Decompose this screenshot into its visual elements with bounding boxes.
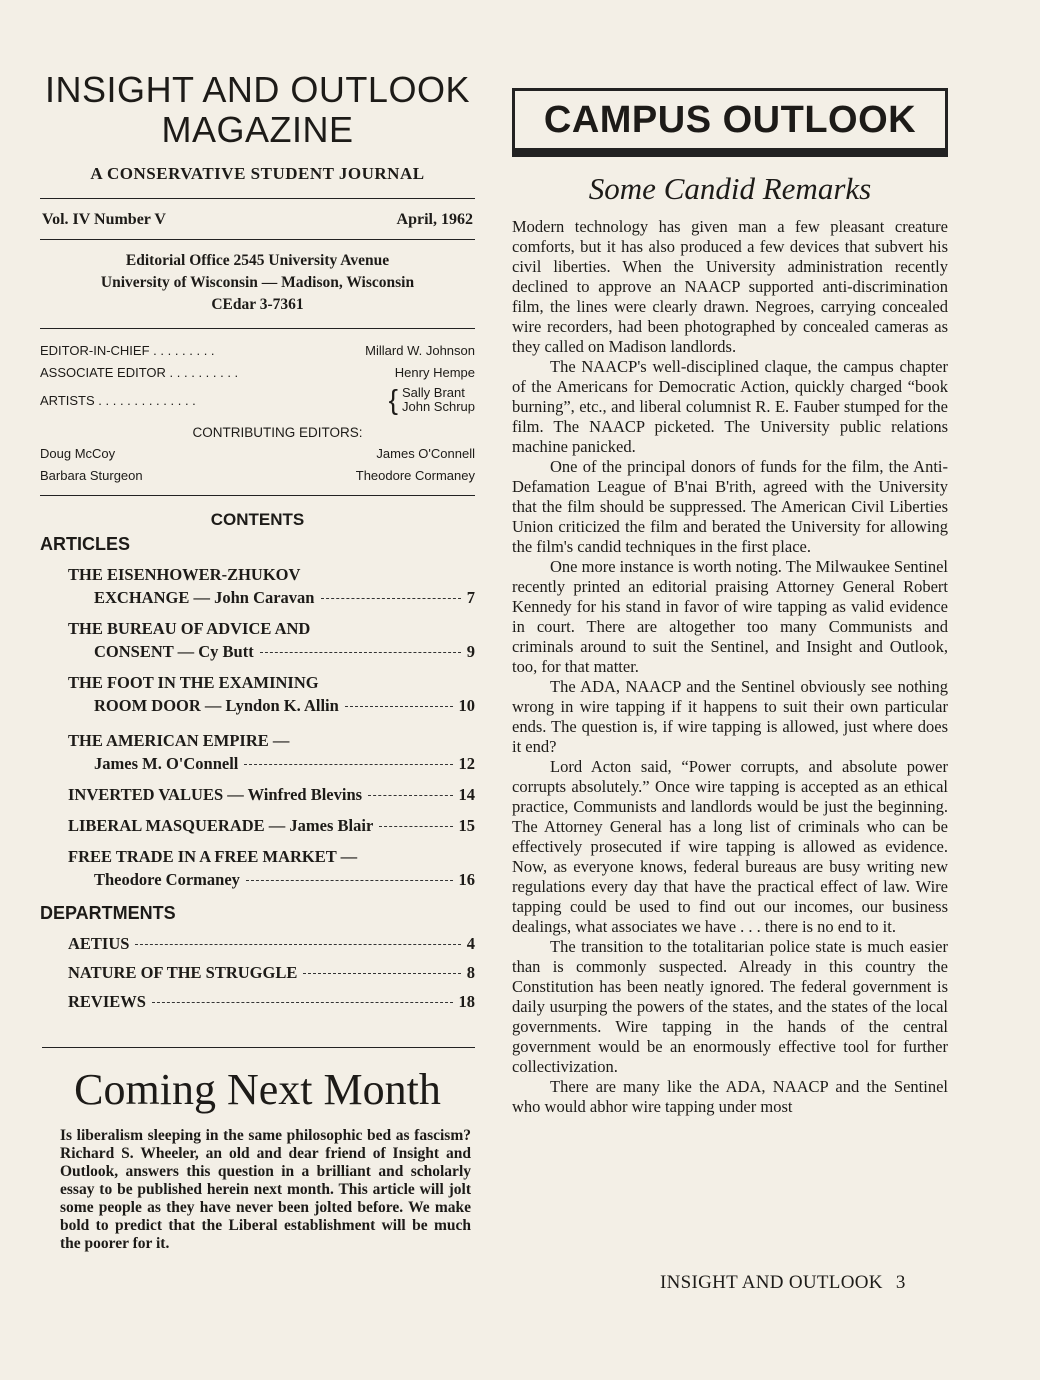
leader-dashes: [345, 706, 453, 707]
staff-row-artists: [40, 383, 475, 417]
leader-dashes: [260, 652, 461, 653]
toc-entry-line: [68, 640, 475, 663]
contributing-editors-heading: CONTRIBUTING EDITORS:: [192, 425, 363, 440]
contributor-name: Barbara Sturgeon: [40, 468, 143, 483]
masthead-title-line2: MAGAZINE: [161, 109, 354, 150]
dept-title: AETIUS: [68, 934, 130, 953]
contributing-editors: [40, 446, 475, 495]
leader-dashes: [379, 826, 452, 827]
toc-article[interactable]: [68, 563, 475, 609]
toc-department[interactable]: [68, 961, 475, 984]
toc-entry-line: [68, 868, 475, 891]
toc-title-line: James M. O'Connell: [94, 754, 239, 773]
footer-page-number: 3: [895, 1272, 906, 1293]
footer-publication: INSIGHT AND OUTLOOK: [660, 1272, 883, 1293]
leader-dashes: [303, 973, 460, 974]
dept-title: NATURE OF THE STRUGGLE: [68, 963, 298, 982]
toc-page-number: 9: [466, 642, 475, 661]
article-paragraph: There are many like the ADA, NAACP and the Sentinel who would abhor wire tapping under most: [512, 1077, 948, 1116]
staff-label: EDITOR-IN-CHIEF . . . . . . . . .: [40, 342, 215, 358]
contributor-name: Doug McCoy: [40, 446, 116, 461]
toc-article[interactable]: [68, 845, 475, 891]
artist-names: [389, 386, 475, 414]
toc-title-line: THE EISENHOWER-ZHUKOV: [68, 565, 301, 584]
toc-article[interactable]: [68, 671, 475, 717]
toc-title-line: Theodore Cormaney: [94, 870, 240, 889]
right-column: [512, 88, 948, 1117]
leader-dashes: [135, 944, 460, 945]
toc-page-number: 4: [466, 934, 475, 953]
toc-entry-line: [68, 814, 475, 837]
editorial-office: [40, 240, 475, 328]
divider: [40, 495, 475, 496]
staff-name: Millard W. Johnson: [365, 342, 475, 358]
volume-row: [40, 199, 475, 239]
office-address: Editorial Office 2545 University Avenue: [125, 252, 390, 269]
campus-outlook-banner: CAMPUS OUTLOOK: [512, 88, 948, 157]
toc-page-number: 8: [466, 963, 475, 982]
leader-dashes: [152, 1002, 453, 1003]
toc-article[interactable]: [68, 617, 475, 663]
staff-row-editor: [40, 339, 475, 361]
coming-next-month-heading: Coming Next Month: [74, 1065, 441, 1114]
toc-page-number: 16: [458, 870, 475, 889]
toc-page-number: 10: [458, 696, 475, 715]
leader-dashes: [321, 598, 461, 599]
leader-dashes: [368, 795, 452, 796]
staff-label: ASSOCIATE EDITOR . . . . . . . . . .: [40, 364, 239, 380]
toc-page-number: 15: [458, 816, 475, 835]
toc-article[interactable]: [68, 814, 475, 837]
contributor-name: Theodore Cormaney: [355, 468, 475, 483]
article-paragraph: One more instance is worth noting. The Milwaukee Sentinel recently printed an editorial praising Attorney General Robert Kennedy for his stand in favor of wire tapping as valid evidence in court. There are altogether too many Communists and criminals around to suit the Sentinel, and Insight and Outlook, too, for that matter.: [512, 557, 948, 676]
articles-list: [40, 563, 475, 891]
articles-heading: ARTICLES: [40, 534, 130, 554]
staff-row-associate: [40, 361, 475, 383]
issue-date: April, 1962: [396, 211, 473, 228]
toc-page-number: 18: [458, 992, 475, 1011]
masthead-title-line1: INSIGHT AND OUTLOOK: [45, 69, 470, 110]
toc-page-number: 14: [458, 785, 475, 804]
article-paragraph: Modern technology has given man a few pleasant creature comforts, but it has also produced a few devices that subvert his civil liberties. When the University administration recently declined to approve an NAACP supported anti-discrimination film, the lines were clearly drawn. Negroes, carrying concealed wire recorders, had been photographed by concealed cameras as they called on Madison landlords.: [512, 217, 948, 356]
artist-name: John Schrup: [402, 399, 475, 414]
leader-dashes: [244, 764, 452, 765]
office-university: University of Wisconsin — Madison, Wisconsin: [100, 274, 415, 291]
office-phone: CEdar 3-7361: [211, 296, 304, 313]
toc-title-line: INVERTED VALUES — Winfred Blevins: [68, 785, 363, 804]
left-column: [40, 70, 475, 1253]
masthead-title: [40, 70, 475, 150]
toc-page-number: 7: [466, 588, 475, 607]
toc-article[interactable]: [68, 783, 475, 806]
article-paragraph: The transition to the totalitarian police state is much easier than is commonly suspected. Already in this country the Constitution has been neatly ignored. The federal government is daily usurping the powers of the states, and the states of the local governments. Wire tapping in the hands of the central government would be an enormously effective tool for further collectivization.: [512, 937, 948, 1076]
artist-name: Sally Brant: [402, 385, 465, 400]
toc-department[interactable]: [68, 990, 475, 1013]
masthead-subtitle: A CONSERVATIVE STUDENT JOURNAL: [90, 164, 425, 183]
toc-department[interactable]: [68, 932, 475, 955]
toc-title-line: THE BUREAU OF ADVICE AND: [68, 619, 311, 638]
leader-dashes: [246, 880, 453, 881]
toc-article[interactable]: [68, 729, 475, 775]
article-paragraph: Lord Acton said, “Power corrupts, and absolute power corrupts absolutely.” Once wire tapping is accepted as an ethical practice, Communists and landlords would be just the beginning. The Attorney General has a long list of criminals who can be effectively prosecuted if wire tapping is allowed as evidence. Now, as everyone knows, federal bureaus are busy writing new regulations every day that have the practical effect of law. Wire tapping could be used to find out our incomes, our business dealings, what associates we have . . . there is no end to it.: [512, 757, 948, 936]
toc-entry-line: [68, 783, 475, 806]
article-heading: Some Candid Remarks: [588, 171, 872, 206]
toc-entry-line: [68, 694, 475, 717]
article-paragraph: The NAACP's well-disciplined claque, the campus chapter of the Americans for Democratic Action, quickly charged “book burning”, etc., and liberal columnist R. E. Fauber stumped for the film. The NAACP picketed. The University public relations machine panicked.: [512, 357, 948, 456]
divider: [42, 1047, 475, 1048]
article-paragraph: The ADA, NAACP and the Sentinel obviously see nothing wrong in wire tapping if it happens to suit their own particular ends. The question is, if wire tapping is allowed, just where does it end?: [512, 677, 948, 756]
page-footer: [660, 1272, 906, 1294]
coming-next-month-body: Is liberalism sleeping in the same philosophic bed as fascism? Richard S. Wheeler, an old and dear friend of Insight and Outlook, answers this question in a brilliant and scholarly essay to be published herein next month. This article will jolt some people as they have never been jolted before. We make bold to predict that the Liberal establishment will be much the poorer for it.: [60, 1127, 471, 1252]
toc-title-line: CONSENT — Cy Butt: [94, 642, 254, 661]
staff-name: Henry Hempe: [394, 364, 475, 380]
toc-title-line: EXCHANGE — John Caravan: [94, 588, 315, 607]
dept-title: REVIEWS: [68, 992, 146, 1011]
toc-title-line: ROOM DOOR — Lyndon K. Allin: [94, 696, 339, 715]
toc-entry-line: [68, 752, 475, 775]
toc-title-line: THE FOOT IN THE EXAMINING: [68, 673, 319, 692]
departments-heading: DEPARTMENTS: [40, 903, 176, 923]
toc-title-line: FREE TRADE IN A FREE MARKET —: [68, 847, 358, 866]
staff-label: ARTISTS . . . . . . . . . . . . . .: [40, 392, 196, 408]
toc-page-number: 12: [458, 754, 475, 773]
divider: [40, 328, 475, 329]
toc-title-line: THE AMERICAN EMPIRE —: [68, 731, 290, 750]
contents-heading: CONTENTS: [210, 510, 305, 529]
staff-list: [40, 339, 475, 417]
volume-number: Vol. IV Number V: [42, 211, 166, 228]
contributor-name: James O'Connell: [376, 446, 475, 461]
toc-entry-line: [68, 586, 475, 609]
artist-stack: [402, 386, 475, 414]
brace-glyph: {: [388, 384, 398, 415]
article-paragraph: One of the principal donors of funds for the film, the Anti-Defamation League of B'nai B'rith, agreed with the University that the film should be suppressed. The American Civil Liberties Union criticized the film and berated the University for allowing the film's candid techniques in the first place.: [512, 457, 948, 556]
toc-title-line: LIBERAL MASQUERADE — James Blair: [68, 816, 374, 835]
article-body: [512, 217, 948, 1117]
departments-list: [40, 932, 475, 1013]
